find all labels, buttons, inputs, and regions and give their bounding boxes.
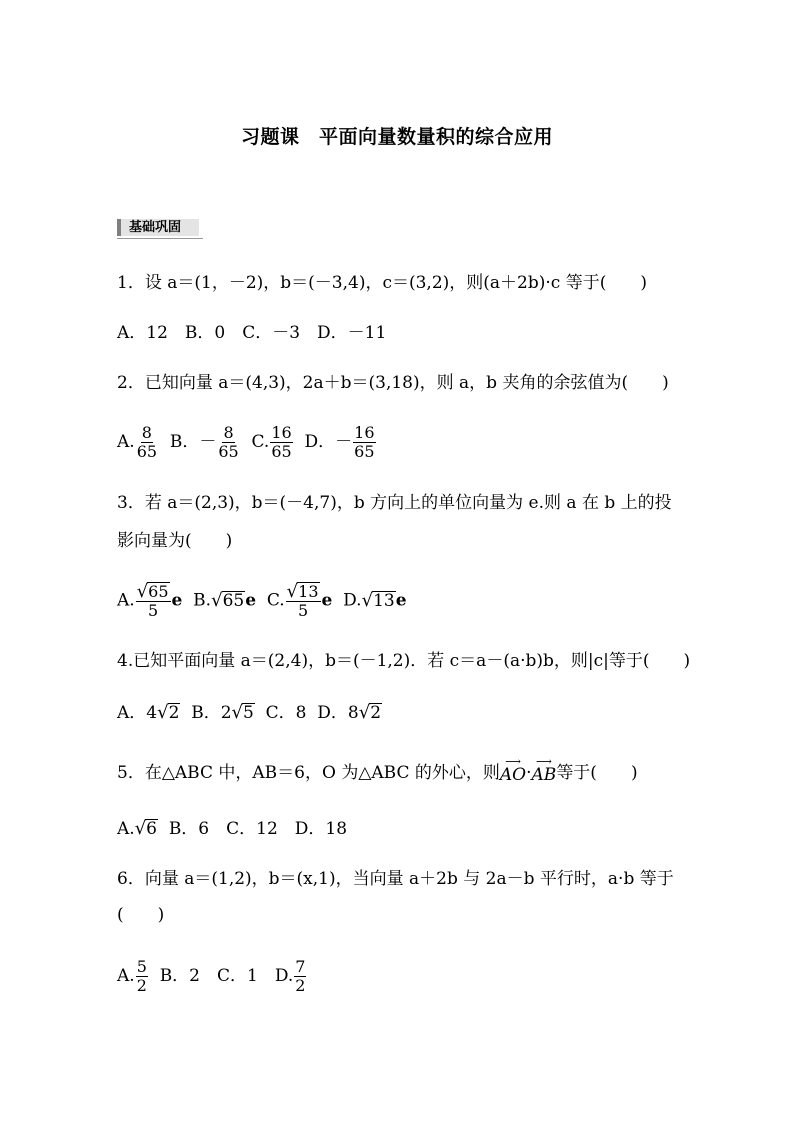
question-text-line1: 向量 a＝(1,2)，b＝(x,1)，当向量 a＋2b 与 2a－b 平行时，a·b 等于 (144, 869, 674, 889)
choice-b-label: B．－ (169, 432, 217, 452)
question-6 (117, 868, 674, 890)
radicand: 13 (373, 590, 395, 611)
choice-a-label: A. (117, 590, 135, 611)
question-number: 4. (117, 651, 134, 671)
radical-sign-icon: √ (211, 589, 223, 611)
choice-c-fraction (286, 582, 321, 620)
question-number: 3． (117, 493, 145, 513)
question-2-choices (117, 424, 377, 461)
question-6-choices (117, 958, 307, 995)
choice-a-label: A. (117, 966, 135, 986)
denominator: 5 (297, 601, 309, 620)
choice-a-fraction (136, 424, 158, 461)
radicand: 2 (168, 703, 180, 723)
choice-c-label: C. (251, 432, 270, 452)
radical-sign-icon: √ (358, 702, 371, 723)
numerator: 8 (223, 423, 234, 442)
unit-vector: e (321, 590, 333, 611)
choice-b-fraction (217, 424, 239, 461)
choice-d-fraction (353, 424, 375, 461)
radicand: 6 (146, 819, 157, 839)
question-2 (117, 372, 669, 394)
sqrt (362, 591, 396, 610)
question-text: 已知平面向量 a＝(2,4)，b＝(－1,2)．若 c＝a－(a·b)b，则|c|等于( ) (133, 651, 691, 671)
choice-d-label: D. (343, 590, 362, 611)
numerator: 7 (295, 957, 306, 976)
question-number: 2． (117, 373, 145, 393)
choice-d-fraction (294, 958, 306, 995)
choice-a-fraction (136, 958, 148, 995)
question-text: 已知向量 a＝(4,3)，2a＋b＝(3,18)，则 a，b 夹角的余弦值为( ) (144, 373, 669, 393)
sqrt (135, 819, 158, 838)
choices-rest: B．6 C．12 D．18 (168, 819, 348, 839)
radical-sign-icon: √ (157, 702, 169, 723)
question-text-before: 在△ABC 中，AB＝6，O 为△ABC 的外心，则 (144, 763, 500, 783)
question-number: 5． (117, 763, 145, 783)
choice-a-label: A. (117, 432, 135, 452)
sqrt (232, 703, 255, 722)
question-4-choices (117, 702, 382, 724)
choice-a-fraction (136, 582, 171, 620)
sqrt (287, 582, 320, 601)
numerator: 16 (354, 423, 375, 442)
page-title: 习题课 平面向量数量积的综合应用 (240, 126, 553, 148)
question-1-choices: A．12 B．0 C．－3 D．－11 (117, 323, 387, 343)
question-3-choices (117, 582, 407, 620)
denominator: 2 (136, 976, 147, 995)
radicand: 2 (370, 703, 382, 723)
choices-mid: B．2 C．1 D. (159, 966, 294, 986)
sqrt (157, 703, 180, 722)
radical-sign-icon: √ (231, 702, 244, 723)
question-3 (117, 492, 672, 514)
question-3-line2: 影向量为( ) (117, 531, 233, 551)
denominator: 65 (218, 442, 239, 461)
radicand: 5 (243, 703, 254, 723)
question-1 (117, 272, 647, 294)
radical-sign-icon: √ (136, 581, 149, 602)
question-5: 5．在△ABC 中，AB＝6，O 为△ABC 的外心，则 ⟶ AO · ⟶ AB 等于( ) (117, 755, 638, 785)
unit-vector: e (395, 590, 407, 611)
sqrt (137, 582, 170, 601)
question-5-choices (117, 818, 347, 840)
denominator: 65 (354, 442, 375, 461)
choice-a-label: A. (117, 819, 135, 839)
numerator: 8 (141, 423, 152, 442)
denominator: 65 (136, 442, 158, 461)
choice-b-label: B．2 (191, 703, 232, 723)
unit-vector: e (171, 590, 183, 611)
vector-ao: ⟶ AO (499, 755, 527, 785)
vector-ab: ⟶ AB (531, 755, 557, 785)
question-text: 设 a＝(1，－2)，b＝(－3,4)，c＝(3,2)，则(a＋2b)·c 等于( ) (144, 273, 647, 293)
choice-c-label: C. (266, 590, 285, 611)
choice-b-label: B. (193, 590, 212, 611)
denominator: 2 (295, 976, 306, 995)
choice-a-label: A．4 (117, 703, 158, 723)
vector-arrow-icon: ⟶ (505, 755, 521, 768)
question-text-after: 等于( ) (556, 763, 638, 783)
choice-d-label: D．8 (317, 703, 359, 723)
question-6-line2: ( ) (117, 905, 165, 925)
radical-sign-icon: √ (134, 818, 147, 839)
radicand: 65 (222, 590, 245, 611)
question-number: 1． (117, 273, 145, 293)
unit-vector: e (245, 590, 257, 611)
numerator: 5 (136, 957, 147, 976)
radical-sign-icon: √ (286, 581, 299, 602)
choice-c-fraction (270, 424, 292, 461)
section-badge: 基础巩固 (117, 219, 199, 236)
sqrt (211, 591, 245, 610)
sqrt (359, 703, 382, 722)
choice-c-label: C．8 (265, 703, 307, 723)
denominator: 5 (148, 601, 159, 620)
vector-arrow-icon: ⟶ (536, 755, 552, 768)
question-text-line1: 若 a＝(2,3)，b＝(－4,7)，b 方向上的单位向量为 e.则 a 在 b 上的投 (144, 493, 672, 513)
radicand: 65 (148, 582, 169, 601)
numerator: 16 (271, 423, 292, 442)
radicand: 13 (298, 582, 319, 601)
question-number: 6． (117, 869, 145, 889)
question-4 (117, 650, 690, 672)
choice-d-label: D．－ (304, 432, 353, 452)
denominator: 65 (271, 442, 292, 461)
radical-sign-icon: √ (361, 589, 374, 611)
